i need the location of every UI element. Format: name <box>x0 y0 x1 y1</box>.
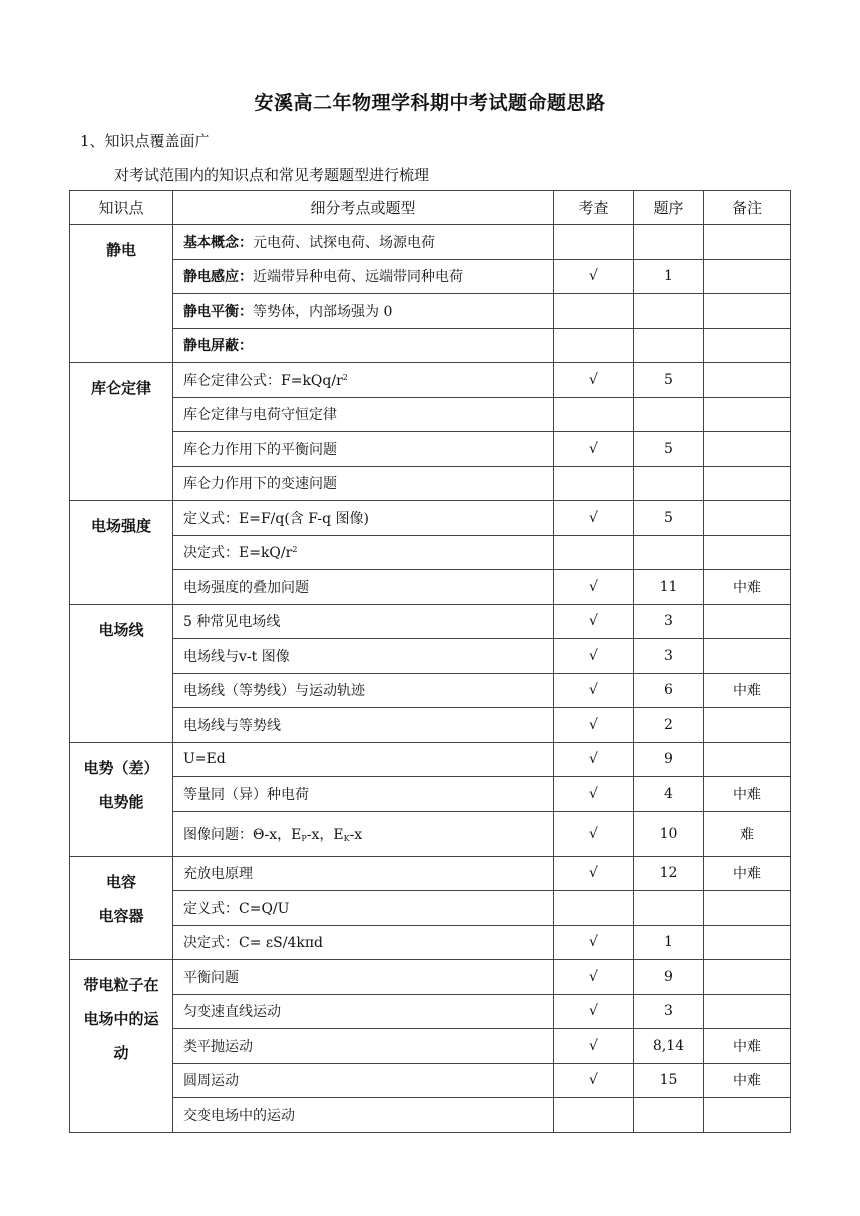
table-row <box>70 225 791 260</box>
check-cell: √ <box>554 811 634 856</box>
note-cell: 中难 <box>704 1063 791 1098</box>
topic-cell <box>70 742 173 856</box>
table-row <box>70 1098 791 1133</box>
detail-cell: 电场线与等势线 <box>173 708 554 743</box>
order-cell: 9 <box>634 742 704 777</box>
check-cell: √ <box>554 925 634 960</box>
topic-label: 电容 <box>105 872 136 891</box>
knowledge-point-table <box>69 190 791 1133</box>
detail-cell: 充放电原理 <box>173 856 554 891</box>
detail-cell <box>173 225 554 260</box>
note-cell <box>704 994 791 1029</box>
detail-cell <box>173 363 554 398</box>
check-cell: √ <box>554 960 634 995</box>
topic-cell <box>70 604 173 742</box>
order-cell: 15 <box>634 1063 704 1098</box>
detail-cell: 平衡问题 <box>173 960 554 995</box>
detail-cell: 等量同（异）种电荷 <box>173 777 554 812</box>
detail-cell: 决定式：C= εS/4kπd <box>173 925 554 960</box>
note-cell <box>704 604 791 639</box>
detail-cell <box>173 811 554 856</box>
table-row <box>70 604 791 639</box>
detail-cell: 电场强度的叠加问题 <box>173 570 554 605</box>
order-cell <box>634 535 704 570</box>
check-cell <box>554 328 634 363</box>
detail-text: 决定式：E=kQ/r <box>183 545 293 562</box>
check-cell: √ <box>554 1063 634 1098</box>
order-cell <box>634 1098 704 1133</box>
order-cell: 5 <box>634 363 704 398</box>
check-cell: √ <box>554 856 634 891</box>
detail-text: 等势体，内部场强为 0 <box>253 303 393 320</box>
check-cell <box>554 535 634 570</box>
order-cell <box>634 328 704 363</box>
table-row <box>70 856 791 891</box>
table-row <box>70 1063 791 1098</box>
note-cell <box>704 891 791 926</box>
header-order: 题序 <box>634 191 704 225</box>
check-cell: √ <box>554 259 634 294</box>
concept-label: 静电平衡： <box>183 303 253 320</box>
topic-label: 电势能 <box>98 792 144 811</box>
note-cell <box>704 328 791 363</box>
detail-cell: 定义式：E=F/q(含 F-q 图像) <box>173 501 554 536</box>
order-cell: 3 <box>634 639 704 674</box>
table-row <box>70 811 791 856</box>
detail-cell <box>173 259 554 294</box>
superscript: 2 <box>292 545 298 555</box>
detail-cell: 类平抛运动 <box>173 1029 554 1064</box>
order-cell <box>634 397 704 432</box>
topic-label: 电场中的运 <box>83 1010 159 1028</box>
order-cell: 8,14 <box>634 1029 704 1064</box>
table-row <box>70 535 791 570</box>
table-header-row <box>70 191 791 225</box>
topic-cell <box>70 363 173 501</box>
table-row <box>70 328 791 363</box>
table-row <box>70 1029 791 1064</box>
topic-cell <box>70 225 173 363</box>
subscript: P <box>301 833 307 843</box>
document-title: 安溪高二年物理学科期中考试题命题思路 <box>254 92 606 114</box>
check-cell: √ <box>554 570 634 605</box>
table-row <box>70 742 791 777</box>
header-topic: 知识点 <box>70 191 173 225</box>
check-cell: √ <box>554 432 634 467</box>
check-cell: √ <box>554 777 634 812</box>
detail-text: 图像问题：Θ-x，E <box>183 826 302 843</box>
subscript: K <box>343 833 350 843</box>
table-row <box>70 777 791 812</box>
detail-cell <box>173 535 554 570</box>
check-cell: √ <box>554 994 634 1029</box>
check-cell <box>554 466 634 501</box>
table-row <box>70 294 791 329</box>
order-cell <box>634 466 704 501</box>
table-row <box>70 466 791 501</box>
table-row <box>70 639 791 674</box>
note-cell <box>704 742 791 777</box>
order-cell: 5 <box>634 432 704 467</box>
note-cell <box>704 1098 791 1133</box>
detail-cell: 库仑定律与电荷守恒定律 <box>173 397 554 432</box>
table-row <box>70 960 791 995</box>
table-row <box>70 570 791 605</box>
check-cell: √ <box>554 639 634 674</box>
order-cell <box>634 891 704 926</box>
order-cell: 5 <box>634 501 704 536</box>
order-cell: 12 <box>634 856 704 891</box>
intro-text: 对考试范围内的知识点和常见考题题型进行梳理 <box>114 166 430 184</box>
table-row <box>70 925 791 960</box>
header-check: 考查 <box>554 191 634 225</box>
table-row <box>70 363 791 398</box>
check-cell <box>554 1098 634 1133</box>
order-cell: 3 <box>634 994 704 1029</box>
order-cell: 11 <box>634 570 704 605</box>
check-cell: √ <box>554 708 634 743</box>
topic-label: 动 <box>113 1044 129 1062</box>
topic-cell <box>70 960 173 1133</box>
note-cell <box>704 501 791 536</box>
table-row <box>70 673 791 708</box>
check-cell <box>554 891 634 926</box>
check-cell: √ <box>554 673 634 708</box>
topic-label: 电容器 <box>98 906 144 925</box>
note-cell: 中难 <box>704 1029 791 1064</box>
check-cell: √ <box>554 501 634 536</box>
order-cell: 1 <box>634 259 704 294</box>
check-cell: √ <box>554 742 634 777</box>
note-cell <box>704 397 791 432</box>
order-cell <box>634 225 704 260</box>
topic-label: 电场线 <box>98 620 144 639</box>
concept-label: 静电屏蔽： <box>183 338 253 355</box>
detail-cell <box>173 328 554 363</box>
detail-cell: 电场线（等势线）与运动轨迹 <box>173 673 554 708</box>
detail-cell: 匀变速直线运动 <box>173 994 554 1029</box>
detail-cell: U=Ed <box>173 742 554 777</box>
check-cell <box>554 294 634 329</box>
check-cell: √ <box>554 1029 634 1064</box>
table-row <box>70 501 791 536</box>
note-cell: 中难 <box>704 570 791 605</box>
note-cell <box>704 466 791 501</box>
detail-cell: 5 种常见电场线 <box>173 604 554 639</box>
table-row <box>70 259 791 294</box>
detail-cell: 交变电场中的运动 <box>173 1098 554 1133</box>
note-cell <box>704 960 791 995</box>
note-cell <box>704 259 791 294</box>
detail-cell: 圆周运动 <box>173 1063 554 1098</box>
header-note: 备注 <box>704 191 791 225</box>
concept-label: 静电感应： <box>183 269 253 286</box>
table-row <box>70 432 791 467</box>
order-cell: 3 <box>634 604 704 639</box>
note-cell <box>704 708 791 743</box>
concept-label: 基本概念： <box>183 234 253 251</box>
header-detail: 细分考点或题型 <box>173 191 554 225</box>
topic-cell <box>70 856 173 960</box>
detail-cell: 库仑力作用下的变速问题 <box>173 466 554 501</box>
order-cell: 6 <box>634 673 704 708</box>
check-cell <box>554 397 634 432</box>
check-cell: √ <box>554 604 634 639</box>
topic-cell <box>70 501 173 605</box>
order-cell: 10 <box>634 811 704 856</box>
order-cell <box>634 294 704 329</box>
order-cell: 2 <box>634 708 704 743</box>
topic-label: 库仑定律 <box>90 379 151 397</box>
detail-cell <box>173 294 554 329</box>
topic-label: 静电 <box>105 241 136 259</box>
note-cell: 中难 <box>704 777 791 812</box>
note-cell <box>704 225 791 260</box>
superscript: 2 <box>342 372 348 382</box>
note-cell: 难 <box>704 811 791 856</box>
order-cell: 9 <box>634 960 704 995</box>
detail-text: 近端带异种电荷、远端带同种电荷 <box>253 269 463 286</box>
note-cell <box>704 639 791 674</box>
note-cell <box>704 294 791 329</box>
detail-text: -x <box>349 826 363 843</box>
topic-label: 带电粒子在 <box>83 976 159 994</box>
detail-text: 元电荷、试探电荷、场源电荷 <box>253 234 435 251</box>
table-row <box>70 708 791 743</box>
detail-text: -x，E <box>306 826 344 843</box>
table-row <box>70 994 791 1029</box>
note-cell <box>704 535 791 570</box>
note-cell: 中难 <box>704 673 791 708</box>
topic-label: 电场强度 <box>90 517 151 535</box>
order-cell: 1 <box>634 925 704 960</box>
check-cell <box>554 225 634 260</box>
table-row <box>70 397 791 432</box>
note-cell <box>704 432 791 467</box>
note-cell: 中难 <box>704 856 791 891</box>
detail-cell: 库仑力作用下的平衡问题 <box>173 432 554 467</box>
note-cell <box>704 363 791 398</box>
note-cell <box>704 925 791 960</box>
detail-text: 库仑定律公式：F=kQq/r <box>183 372 343 389</box>
check-cell: √ <box>554 363 634 398</box>
detail-cell: 电场线与v-t 图像 <box>173 639 554 674</box>
section-heading: 1、知识点覆盖面广 <box>80 132 210 150</box>
topic-label: 电势（差） <box>83 758 159 777</box>
detail-cell: 定义式：C=Q/U <box>173 891 554 926</box>
table-row <box>70 891 791 926</box>
order-cell: 4 <box>634 777 704 812</box>
